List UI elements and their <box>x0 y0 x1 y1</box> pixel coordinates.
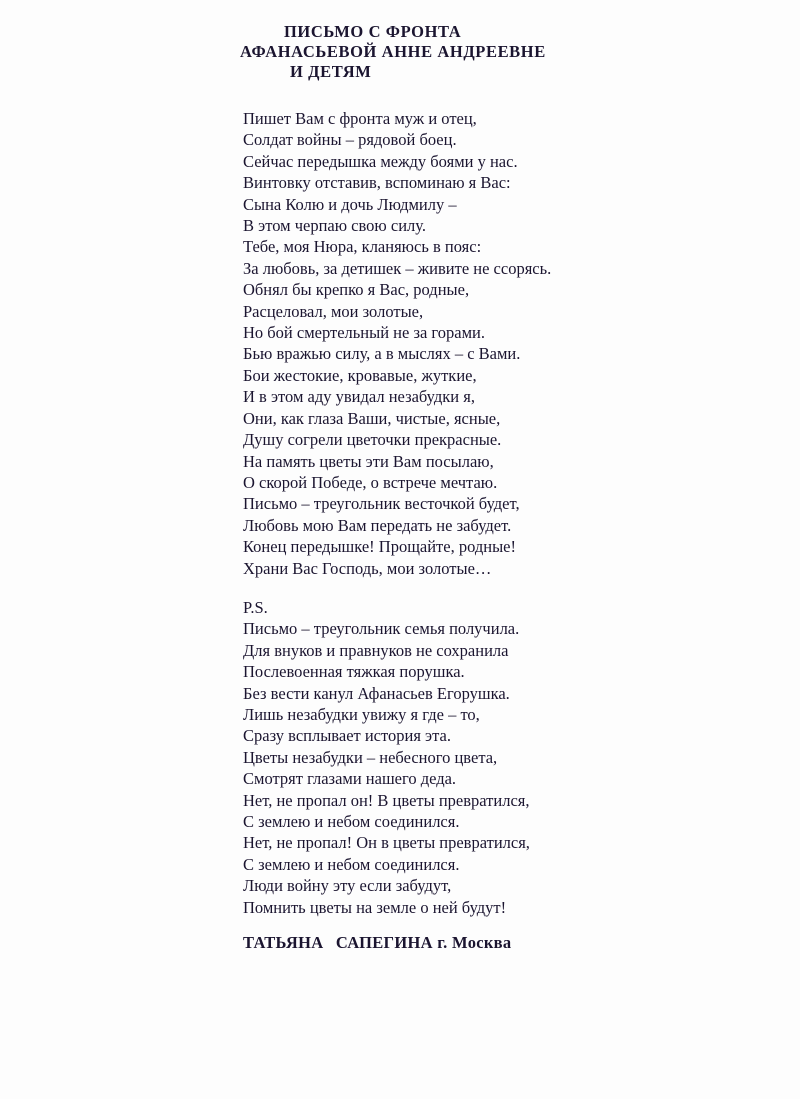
postscript <box>243 597 530 918</box>
poem-line: Конец передышке! Прощайте, родные! <box>243 537 516 557</box>
poem-line: В этом черпаю свою силу. <box>243 216 426 236</box>
poem-line: Сейчас передышка между боями у нас. <box>243 151 518 171</box>
author-city: г. Москва <box>437 933 512 952</box>
title-line-1: ПИСЬМО С ФРОНТА <box>284 22 462 41</box>
poem-line: На память цветы эти Вам посылаю, <box>243 451 494 471</box>
postscript-line: Письмо – треугольник семья получила. <box>243 619 520 639</box>
author-signature <box>243 933 511 953</box>
poem-line: Тебе, моя Нюра, кланяюсь в пояс: <box>243 237 482 257</box>
postscript-line: Для внуков и правнуков не сохранила <box>243 640 509 660</box>
postscript-line: Цветы незабудки – небесного цвета, <box>243 747 498 767</box>
poem-line: Они, как глаза Ваши, чистые, ясные, <box>243 408 501 428</box>
title-line-2: АФАНАСЬЕВОЙ АННЕ АНДРЕЕВНЕ <box>240 42 546 61</box>
poem-line: И в этом аду увидал незабудки я, <box>243 387 475 407</box>
postscript-line: Смотрят глазами нашего деда. <box>243 769 457 789</box>
postscript-line: Без вести канул Афанасьев Егорушка. <box>243 683 510 703</box>
postscript-line: Помнить цветы на земле о ней будут! <box>243 897 507 917</box>
author-last-name: САПЕГИНА <box>335 933 433 952</box>
postscript-line: Лишь незабудки увижу я где – то, <box>243 705 480 725</box>
poem-line: Обнял бы крепко я Вас, родные, <box>243 280 470 300</box>
poem-body <box>243 108 551 579</box>
poem-line: Письмо – треугольник весточкой будет, <box>243 494 520 514</box>
postscript-line: С землею и небом соединился. <box>243 812 460 832</box>
poem-line: Любовь мою Вам передать не забудет. <box>243 515 512 535</box>
poem-line: Душу согрели цветочки прекрасные. <box>243 430 502 450</box>
postscript-line: Нет, не пропал он! В цветы превратился, <box>243 790 530 810</box>
poem-line: Бью вражью силу, а в мыслях – с Вами. <box>243 344 521 364</box>
poem-line: Бои жестокие, кровавые, жуткие, <box>243 365 477 385</box>
postscript-line: Люди войну эту если забудут, <box>243 876 452 896</box>
postscript-line: Послевоенная тяжкая порушка. <box>243 662 465 682</box>
postscript-line: Нет, не пропал! Он в цветы превратился, <box>243 833 530 853</box>
postscript-line: Сразу всплывает история эта. <box>243 726 451 746</box>
poem-line: Пишет Вам с фронта муж и отец, <box>243 109 477 128</box>
poem-line: Сына Колю и дочь Людмилу – <box>243 194 457 214</box>
poem-line: За любовь, за детишек – живите не ссорясь. <box>243 258 552 278</box>
poem-line: Винтовку отставив, вспоминаю я Вас: <box>243 173 511 193</box>
poem-line: Солдат войны – рядовой боец. <box>243 130 457 150</box>
poem-line: Но бой смертельный не за горами. <box>243 323 485 343</box>
poem-line: Храни Вас Господь, мои золотые… <box>243 558 492 578</box>
author-first-name: ТАТЬЯНА <box>243 933 324 952</box>
postscript-label: P.S. <box>243 598 268 617</box>
title-line-3: И ДЕТЯМ <box>290 62 372 81</box>
poem-line: О скорой Победе, о встрече мечтаю. <box>243 472 498 492</box>
poem-line: Расцеловал, мои золотые, <box>243 301 424 321</box>
letter-title <box>240 22 546 82</box>
postscript-line: С землею и небом соединился. <box>243 854 460 874</box>
